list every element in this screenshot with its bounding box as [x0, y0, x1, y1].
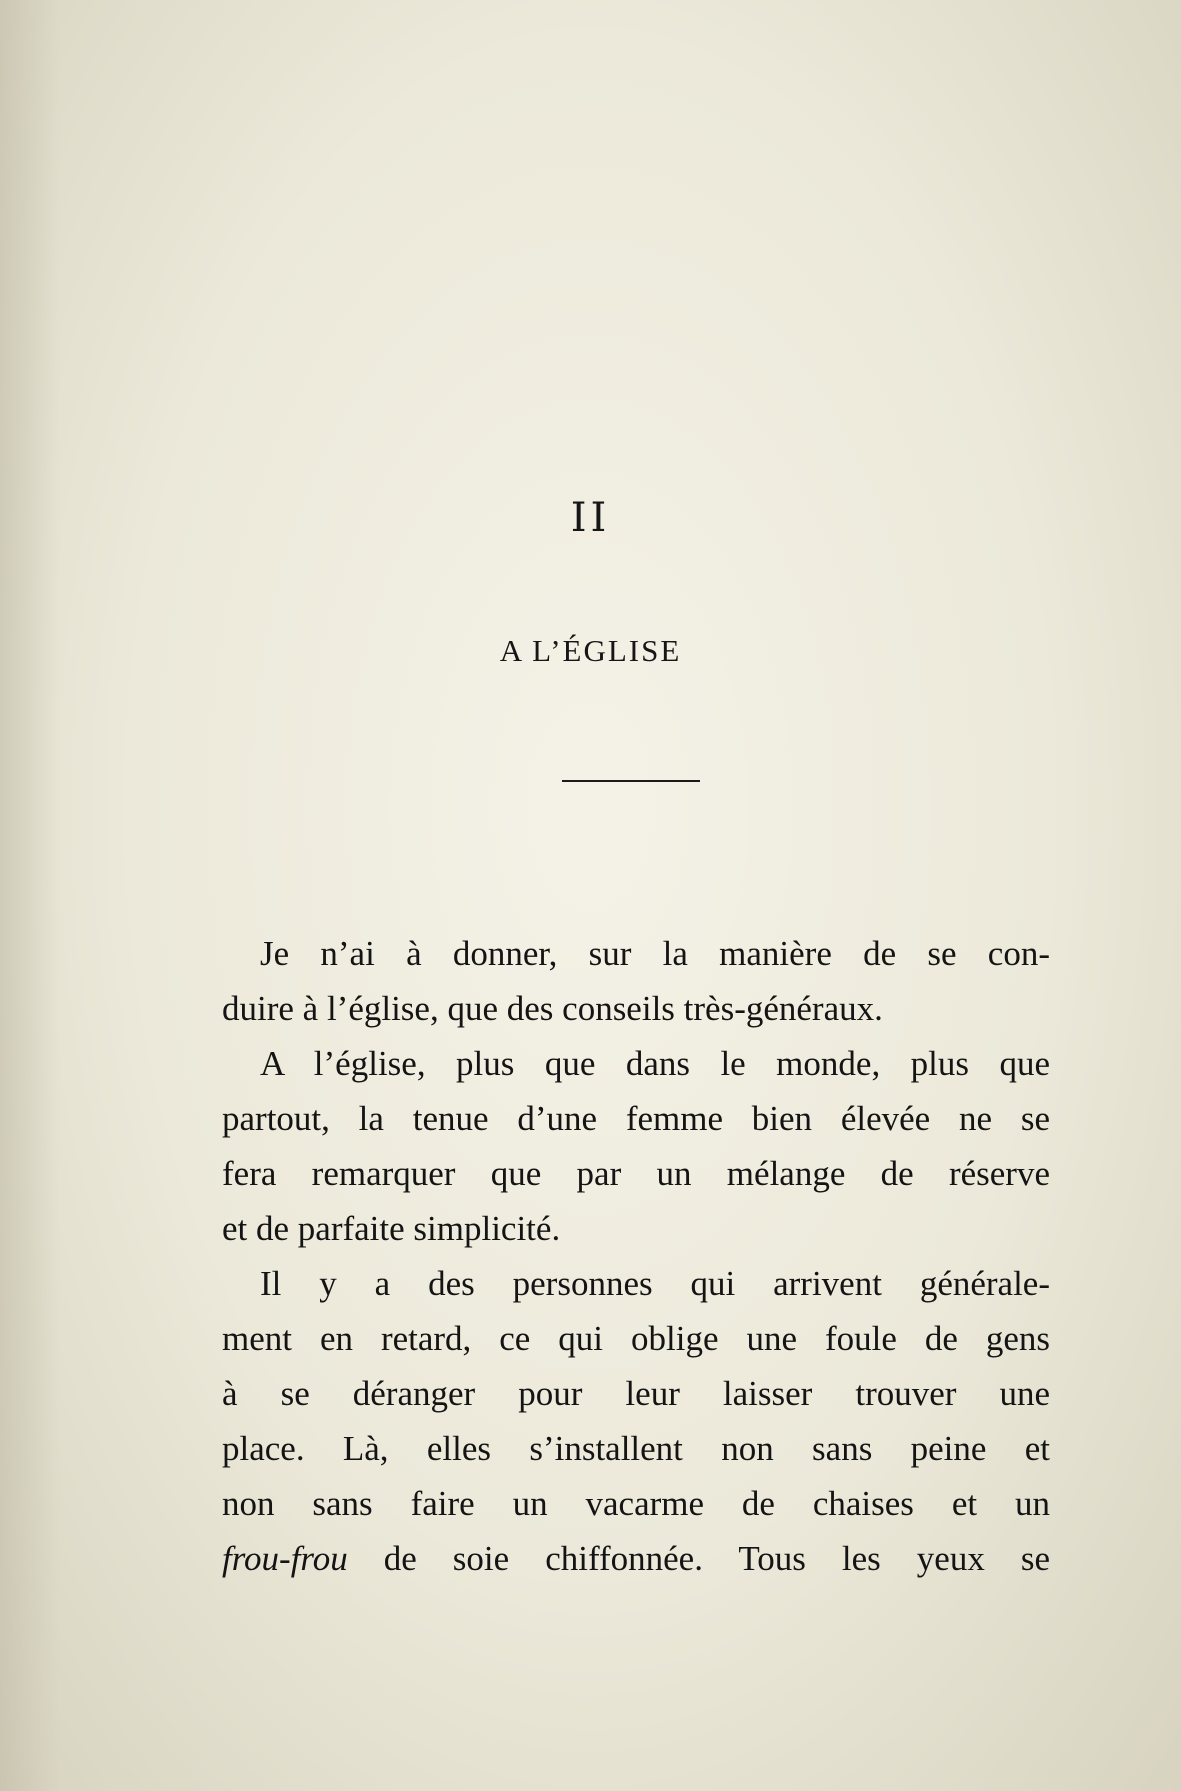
- chapter-title: A L’ÉGLISE: [499, 633, 682, 668]
- text-line: non sans faire un vacarme de chaises et un: [222, 1484, 1050, 1523]
- text-line: partout, la tenue d’une femme bien élevée ne se: [222, 1099, 1050, 1138]
- italic-word: frou-frou: [222, 1539, 348, 1578]
- text-line: Il y a des personnes qui arrivent générale-: [260, 1264, 1050, 1303]
- text-line: fera remarquer que par un mélange de réserve: [222, 1154, 1050, 1193]
- text-line: à se déranger pour leur laisser trouver une: [222, 1374, 1050, 1413]
- text-line: ment en retard, ce qui oblige une foule de gens: [222, 1319, 1050, 1358]
- page-edge-shadow: [0, 0, 60, 1791]
- text-line-last: [222, 1531, 1050, 1586]
- body-text: [222, 926, 1050, 1586]
- text-line: duire à l’église, que des conseils très-généraux.: [222, 989, 883, 1028]
- text-line: place. Là, elles s’installent non sans peine et: [222, 1429, 1050, 1468]
- text-line: A l’église, plus que dans le monde, plus que: [260, 1044, 1050, 1083]
- title-rule: [562, 780, 700, 782]
- chapter-number: II: [570, 495, 611, 541]
- text-line: et de parfaite simplicité.: [222, 1209, 561, 1248]
- text-line-rest: de soie chiffonnée. Tous les yeux se: [347, 1539, 1050, 1578]
- text-line: Je n’ai à donner, sur la manière de se con-: [260, 934, 1050, 973]
